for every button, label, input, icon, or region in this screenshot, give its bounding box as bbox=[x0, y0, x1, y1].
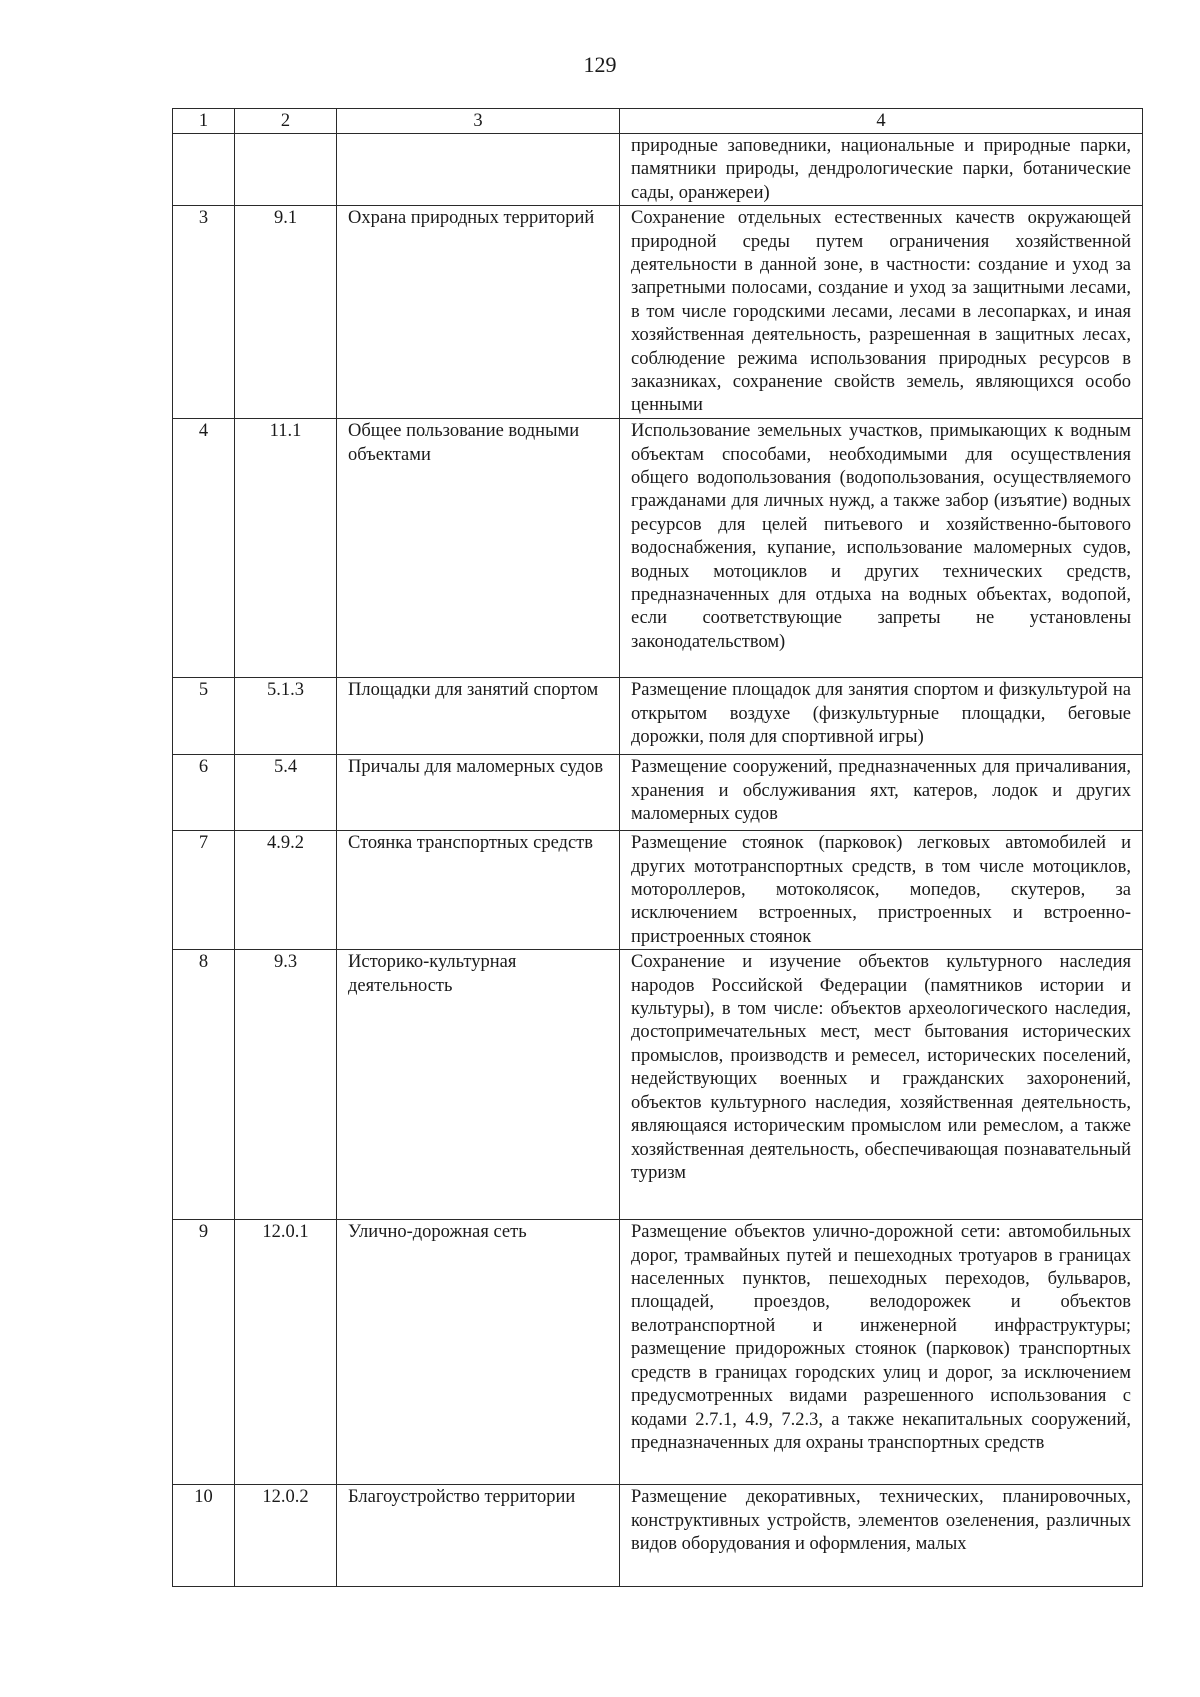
description-cell: Размещение объектов улично-дорожной сети: автомобильных дорог, трамвайных путей и пешеходных тротуаров в границах населенных пунктов, пешеходных переходов, бульваров, площадей, проездов, велодорожек и объектов велотранспортной и инженерной инфраструктуры; размещение придорожных стоянок (парковок) транспортных средств в границах городских улиц и дорог, за исключением предусмотренных видами разрешенного использования с кодами 2.7.1, 4.9, 7.2.3, а также некапитальных сооружений, предназначенных для охраны транспортных средств bbox=[620, 1220, 1143, 1485]
row-number: 5 bbox=[173, 678, 235, 755]
row-number: 7 bbox=[173, 831, 235, 950]
use-name: Площадки для занятий спортом bbox=[337, 678, 620, 755]
empty-cell bbox=[337, 134, 620, 206]
table-row bbox=[173, 1485, 1143, 1587]
use-code: 5.4 bbox=[235, 755, 337, 831]
description-cell: Размещение декоративных, технических, планировочных, конструктивных устройств, элементов озеленения, различных видов оборудования и оформления, малых bbox=[620, 1485, 1143, 1587]
table-row bbox=[173, 755, 1143, 831]
use-name: Улично-дорожная сеть bbox=[337, 1220, 620, 1485]
use-code: 9.1 bbox=[235, 206, 337, 419]
description-cell: Размещение стоянок (парковок) легковых автомобилей и других мототранспортных средств, в том числе мотоциклов, мотороллеров, мотоколясок, мопедов, скутеров, за исключением встроенных, пристроенных и встроенно-пристроенных стоянок bbox=[620, 831, 1143, 950]
use-code: 12.0.1 bbox=[235, 1220, 337, 1485]
row-number: 4 bbox=[173, 419, 235, 678]
description-cell: Сохранение отдельных естественных качеств окружающей природной среды путем ограничения хозяйственной деятельности в данной зоне, в частности: создание и уход за запретными полосами, создание и уход за защитными лесами, в том числе городскими лесами, лесами в лесопарках, и иная хозяйственная деятельность, разрешенная в защитных лесах, соблюдение режима использования природных ресурсов в заказниках, сохранение свойств земель, являющихся особо ценными bbox=[620, 206, 1143, 419]
table-row bbox=[173, 1220, 1143, 1485]
table-header-row bbox=[173, 109, 1143, 134]
use-code: 4.9.2 bbox=[235, 831, 337, 950]
use-name: Благоустройство территории bbox=[337, 1485, 620, 1587]
empty-cell bbox=[173, 134, 235, 206]
use-code: 9.3 bbox=[235, 950, 337, 1220]
use-code: 5.1.3 bbox=[235, 678, 337, 755]
use-name: Причалы для маломерных судов bbox=[337, 755, 620, 831]
row-number: 6 bbox=[173, 755, 235, 831]
description-cell: Сохранение и изучение объектов культурного наследия народов Российской Федерации (памятников истории и культуры), в том числе: объектов археологического наследия, достопримечательных мест, мест бытования исторических промыслов, производств и ремесел, исторических поселений, недействующих военных и гражданских захоронений, объектов культурного наследия, хозяйственная деятельность, являющаяся историческим промыслом или ремеслом, а также хозяйственная деятельность, обеспечивающая познавательный туризм bbox=[620, 950, 1143, 1220]
column-header: 1 bbox=[173, 109, 235, 134]
table-row bbox=[173, 419, 1143, 678]
table-row bbox=[173, 206, 1143, 419]
use-name: Общее пользование водными объектами bbox=[337, 419, 620, 678]
column-header: 3 bbox=[337, 109, 620, 134]
empty-cell bbox=[235, 134, 337, 206]
row-number: 9 bbox=[173, 1220, 235, 1485]
row-number: 8 bbox=[173, 950, 235, 1220]
table-row bbox=[173, 678, 1143, 755]
table-row-continuation bbox=[173, 134, 1143, 206]
column-header: 2 bbox=[235, 109, 337, 134]
row-number: 10 bbox=[173, 1485, 235, 1587]
column-header: 4 bbox=[620, 109, 1143, 134]
row-number: 3 bbox=[173, 206, 235, 419]
description-cell: Размещение сооружений, предназначенных для причаливания, хранения и обслуживания яхт, катеров, лодок и других маломерных судов bbox=[620, 755, 1143, 831]
use-code: 12.0.2 bbox=[235, 1485, 337, 1587]
use-code: 11.1 bbox=[235, 419, 337, 678]
use-name: Историко-культурная деятельность bbox=[337, 950, 620, 1220]
table-row bbox=[173, 950, 1143, 1220]
use-name: Охрана природных территорий bbox=[337, 206, 620, 419]
use-name: Стоянка транспортных средств bbox=[337, 831, 620, 950]
page-number: 129 bbox=[583, 52, 617, 77]
description-cell: Использование земельных участков, примыкающих к водным объектам способами, необходимыми для осуществления общего водопользования (водопользования, осуществляемого гражданами для личных нужд, а также забор (изъятие) водных ресурсов для целей питьевого и хозяйственно-бытового водоснабжения, купание, использование маломерных судов, водных мотоциклов и других технических средств, предназначенных для отдыха на водных объектах, водопой, если соответствующие запреты не установлены законодательством) bbox=[620, 419, 1143, 678]
description-cell: природные заповедники, национальные и природные парки, памятники природы, дендрологические парки, ботанические сады, оранжереи) bbox=[620, 134, 1143, 206]
table-row bbox=[173, 831, 1143, 950]
description-cell: Размещение площадок для занятия спортом и физкультурой на открытом воздухе (физкультурные площадки, беговые дорожки, поля для спортивной игры) bbox=[620, 678, 1143, 755]
land-use-table bbox=[172, 108, 1143, 1587]
